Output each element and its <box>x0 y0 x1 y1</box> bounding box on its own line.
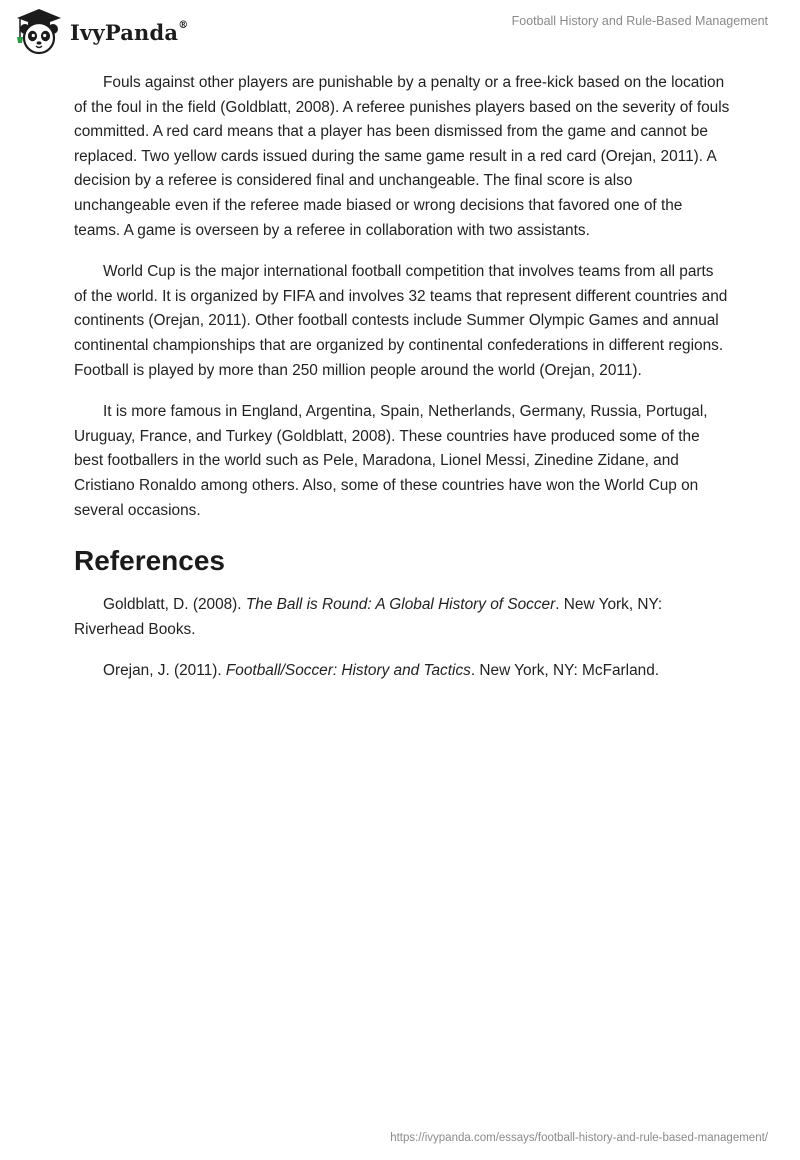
panda-graduate-icon <box>14 7 64 57</box>
ivypanda-logo[interactable] <box>14 7 188 57</box>
registered-mark: ® <box>178 19 189 31</box>
body-paragraph: World Cup is the major international football competition that involves teams from all parts of the world. It is organized by FIFA and involves 32 teams that represent different countries and continents (Orejan, 2011). Other football contests include Summer Olympic Games and annual continental championships that are organized by continental confederations in different regions. Football is played by more than 250 million people around the world (Orejan, 2011). <box>74 263 728 379</box>
reference-title: The Ball is Round: A Global History of Soccer <box>245 596 556 614</box>
source-url-link[interactable]: https://ivypanda.com/essays/football-history-and-rule-based-management/ <box>390 1132 768 1144</box>
reference-author-year: Orejan, J. (2011). <box>103 662 226 680</box>
reference-publisher: . New York, NY: McFarland. <box>470 662 660 680</box>
reference-publisher: . New York, NY: Riverhead Books. <box>74 596 663 638</box>
essay-content <box>74 71 730 701</box>
body-paragraph: Fouls against other players are punishable by a penalty or a free-kick based on the location of the foul in the field (Goldblatt, 2008). A referee punishes players based on the severity of fouls committed. A red card means that a player has been dismissed from the game and cannot be replaced. Two yellow cards issued during the same game result in a red card (Orejan, 2011). A decision by a referee is considered final and unchangeable. The final score is also unchangeable even if the referee made biased or wrong decisions that favored one of the teams. A game is overseen by a referee in collaboration with two assistants. <box>74 74 730 239</box>
page-header <box>0 0 800 64</box>
reference-entry <box>74 659 730 684</box>
reference-entry <box>74 593 730 642</box>
document-title: Football History and Rule-Based Management <box>511 14 768 28</box>
brand-name: IvyPanda® <box>70 19 189 45</box>
reference-author-year: Goldblatt, D. (2008). <box>103 596 246 614</box>
reference-title: Football/Soccer: History and Tactics <box>225 662 471 680</box>
body-paragraph: It is more famous in England, Argentina, Spain, Netherlands, Germany, Russia, Portugal, Uruguay, France, and Turkey (Goldblatt, 2008). These countries have produced some of the best footballers in the world such as Pele, Maradona, Lionel Messi, Zinedine Zidane, and Cristiano Ronaldo among others. Also, some of these countries have won the World Cup on several occasions. <box>74 403 708 519</box>
references-heading: References <box>74 545 225 577</box>
